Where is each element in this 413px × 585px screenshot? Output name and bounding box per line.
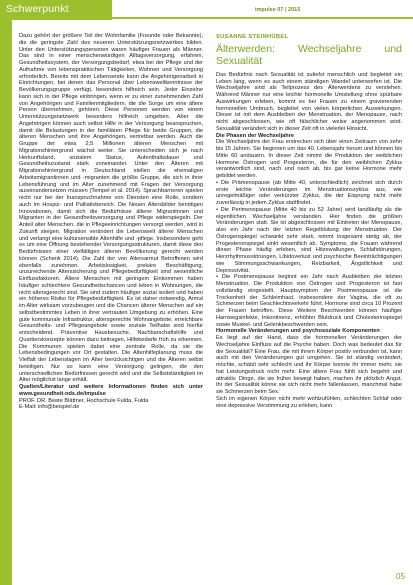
right-column <box>216 33 402 578</box>
closing-paragraph: Sich im eigenen Körper nicht mehr wohlzufühlen, schlechten Schlaf oder eine depressive Verstimmung zu erleben, kann <box>216 395 402 409</box>
subheading-phases: Die Phasen der Wechseljahre <box>216 132 294 139</box>
header-rule <box>112 17 413 19</box>
postmenopause-item: • Die Postmenopause beginnt ein Jahr nach Ausbleiben der letzten Menstruation. Die Produktion von Östrogen und Progesteron ist fast vollständig eingestellt. Hauptsymptom der Postmenopause ist die Trockenheit der Schleimhaut, insbesondere der Vagina, die oft zu Schmerzen beim Geschlechtsverkehr führt. Hormone sind circa 10 Prozent der Frauen betroffen. Diese Weitere Beschwerden können häufiger Harnwegsinfekte, Inkontinenz, erhöhter Blutdruck und Cholesterinspiegel sowie Muskel- und Gelenkbeschwerden sein. <box>216 274 402 328</box>
left-paragraph: Dazu gehört der größere Teil der Wohnfamilie (Freunde oder Bekannte), die die geringste Zahl des neueren Unterstützungsnetzwerkes bilden. Unter den Unterstützungspersonen waren häufiger Frauen als Männer. Das sind in einer menschenwürdigen Alltagsversorgung, erfahren, Gesundheitssystem, der Versorgungsbedarf, etwa bei der Pflege und der Aufnahme von lebenspraktischen Tätigkeiten, Wohnen und Versorgung erforderlich. Bereits mit dem Lebensende kann die Angehörigenarbeit in Einrichtungen, bei denen das Personal über Lebensweltkenntnisse der Bevölkerungsgruppe verfügt, besonders hilfreich sein. Jeder Einzelne kann sich in der Pflege einbringen, wenn er zu einer zunehmenden Zahl von Angehörigen und Familienmitgliedern, die die Sorge um eine ältere Person übernehmen, gehören. Diese Personen werden von einem Unterstützungsnetzwerk besonders hilfreich umgeben. Aber die Angehörigen können auch selbst Hilfe in der Versorgung beanspruchen, damit die Belastungen in der familiären Pflege für beide Gruppen, die älteren Menschen und ihre Angehörigen, vertretbar werden. Auch die Gruppe der etwa 2,5 Millionen älteren Menschen mit Migrationshintergrund wächst weiter. Sie unterscheiden sich je nach Herkunftsland, sozialem Status, Aufenthaltsdauer und Gesundheitszustand stark voneinander. Unter den Älteren mit Migrationshintergrund in Deutschland stellen die ehemaligen Arbeitsmigrantinnen und -migranten die größte Gruppe, die sich in ihrer Lebensführung und im Alter zunehmend mit Fragen der Versorgung auseinandersetzen müssen (Tempel et al. 2014). Sprachbarrieren spielen nicht nur bei der Inanspruchnahme von Diensten eine Rolle, sondern auch im Hospiz- und Palliativbereich. Die Neuen Altersbilder benötigen Innovationen, damit sich die Bedürfnisse älterer Migrantinnen und Migranten in der Gesundheitsversorgung und Pflege widerspiegeln. Der Anteil alter Menschen, die in Pflegeeinrichtungen versorgt werden, wird in Zukunft steigen. Migration verändert die Lebenswelt älterer Menschen und verlangt eine kultursensible Altenhilfe und -pflege. Insbesondere geht es um eine Öffnung bestehender Versorgungsstrukturen, damit diese den Bedürfnissen einer vielfältigen älteren Bevölkerung gerecht werden können (Schenk 2014). Die Zahl der von Altersarmut Betroffenen wird ebenfalls zunehmen. Arbeitslosigkeit, prekäre Beschäftigung, unzureichende Alterssicherung und Pflegebedürftigkeit sind wesentliche Einflussfaktoren. Ältere Menschen mit geringem Einkommen haben häufiger schlechtere Gesundheitschancen und leben in Wohnungen, die nicht altersgerecht sind. Sie sind zudem häufiger sozial isoliert und haben ein höheres Risiko für Pflegebedürftigkeit. Es ist daher notwendig, Armut im Alter wirksam vorzubeugen und die Chancen älterer Menschen auf ein selbstbestimmtes Leben in ihrer vertrauten Umgebung zu erhöhen. Eine gute kommunale Infrastruktur, altersgerechte Wohnangebote, erreichbare Gesundheits- und Pflegeangebote sowie soziale Teilhabe sind hierfür entscheidend. Präventive Hausbesuche, Nachbarschaftshilfe und Quartierskonzepte können dazu beitragen, Hilfebedarfe früh zu erkennen. Die Kommunen spielen dabei eine zentrale Rolle, da sie die Lebensbedingungen vor Ort gestalten. Die Altenhilfeplanung muss die Vielfalt der Lebenslagen im Alter berücksichtigen und die Älteren selbst beteiligen. Nur so kann eine Versorgung gelingen, die den unterschiedlichen Bedürfnissen gerecht wird und die Selbstständigkeit im Alter möglichst lange erhält. <box>19 33 203 384</box>
phases-paragraph: Die Wechseljahre der Frau erstrecken sich über einen Zeitraum von zehn bis 15 Jahren. Sie beginnen um das 40. Lebensjahr herum und können bis Mitte 60 andauern. In dieser Zeit nimmt die Produktion der weiblichen Hormone Östrogen und Progesteron, die für den weiblichen Zyklus verantwortlich sind, nach und nach ab, bis gar keine Hormone mehr gebildet werden. <box>216 139 402 179</box>
side-accent-bar <box>0 20 12 585</box>
left-column <box>19 33 203 578</box>
contact-email[interactable]: E-Mail: info@beispiel.de <box>19 404 80 411</box>
hormones-paragraph: Es liegt auf der Hand, dass die hormonellen Veränderungen der Wechseljahre Einfluss auf die Psyche haben. Doch was bedeutet das für die Sexualität? Eine Frau, die mit ihrem Körper positiv verbunden ist, kann auch mit den Veränderungen gut umgehen. Sie ist ständig verändert, möchte, schätzt sehr schlecht und ihr Körper konnte ihr immer mehr, sie hat Leistungsdruck nicht mehr. Eine ältere Frau fühlt sich begehrt und attraktiv. Dinge, die sie früher bewegt haben, machen ihr plötzlich Angst. Ihr der Sexualität könne sie sich nicht mehr fallenlassen, manchmal habe sie Schmerzen beim Sex. <box>216 335 402 395</box>
issue-label: impulse 07 | 2015 <box>255 7 301 13</box>
article-headline: Älterwerden: Wechseljahre und Sexualität <box>216 42 402 67</box>
page-header <box>0 0 413 20</box>
intro-paragraph: Das Bedürfnis nach Sexualität ist zutiefst menschlich und begleitet ein Leben lang, wenn es auch einem ständigen Wandel unterworfen ist. Die Wechseljahre sind als Teilprozess des Älterwerdens zu verstehen. Während Männer nur eine leichte hormonelle Umstellung ohne spürbare Auswirkungen erleben, kommt es bei Frauen zu einem gravierenden hormonellen Umbruch, begleitet von vielen körperlichen Auswirkungen. Dieser ist mit dem Ausbleiben der Menstruation, der Menopause, nach nicht abgeschlossen, wie oft fälschlicher weise angenommen wird. Sexualität verändert sich in dieser Zeit oft in vielerlei Hinsicht. <box>216 71 402 132</box>
page-number: 05 <box>396 572 405 581</box>
perimenopause-item: • Die Perimenopause (Mitte 40 bis zu 52 Jahre) wird landläufig als die eigentlichen Wechseljahre verstanden. Hier finden die größten Veränderungen statt. Sie ist abgeschlossen mit Eintreten der Menopause, also ein Jahr nach der letzten Regelblutung der Menstruation. Der Östrogenspiegel schwankt sehr stark, nimmt insgesamt stetig ab, der Progesteronspiegel sinkt wesentlich ab. Symptome, die Frauen während dieser Phase häufig erleben, sind Hitzewallungen, Schlafstörungen, Herzrhythmusstörungen, Libidoverlust und psychische Beeinträchtigungen wie Stimmungsschwankungen, Reizbarkeit, Ängstlichkeit und Depressivität. <box>216 206 402 274</box>
contact-name: PROF. DR. Beate Blättner, Hochschule Fulda, Fulda <box>19 397 149 404</box>
article-author: SUSANNE STEINHÜBEL <box>216 34 289 40</box>
source-note: Quellen/Literatur und weitere Informationen finden sich unter www.gesundheit-nds.de/impulse <box>19 384 203 397</box>
premenopause-item: • Die Prämenopause (ab Mitte 40, unterschiedlich) zeichnet sich durch erste leichte Veränderungen im Menstruationszyklus aus, wie unregelmäßiger oder verkürzter Zyklus, die der Eisprung nicht mehr zuverlässig in jedem Zyklus stattfindet. <box>216 179 402 206</box>
subheading-hormones: Hormonelle Veränderungen und psychosoziale Komponenten <box>216 328 380 335</box>
section-title: Schwerpunkt <box>6 3 69 15</box>
section-tab <box>0 0 112 20</box>
